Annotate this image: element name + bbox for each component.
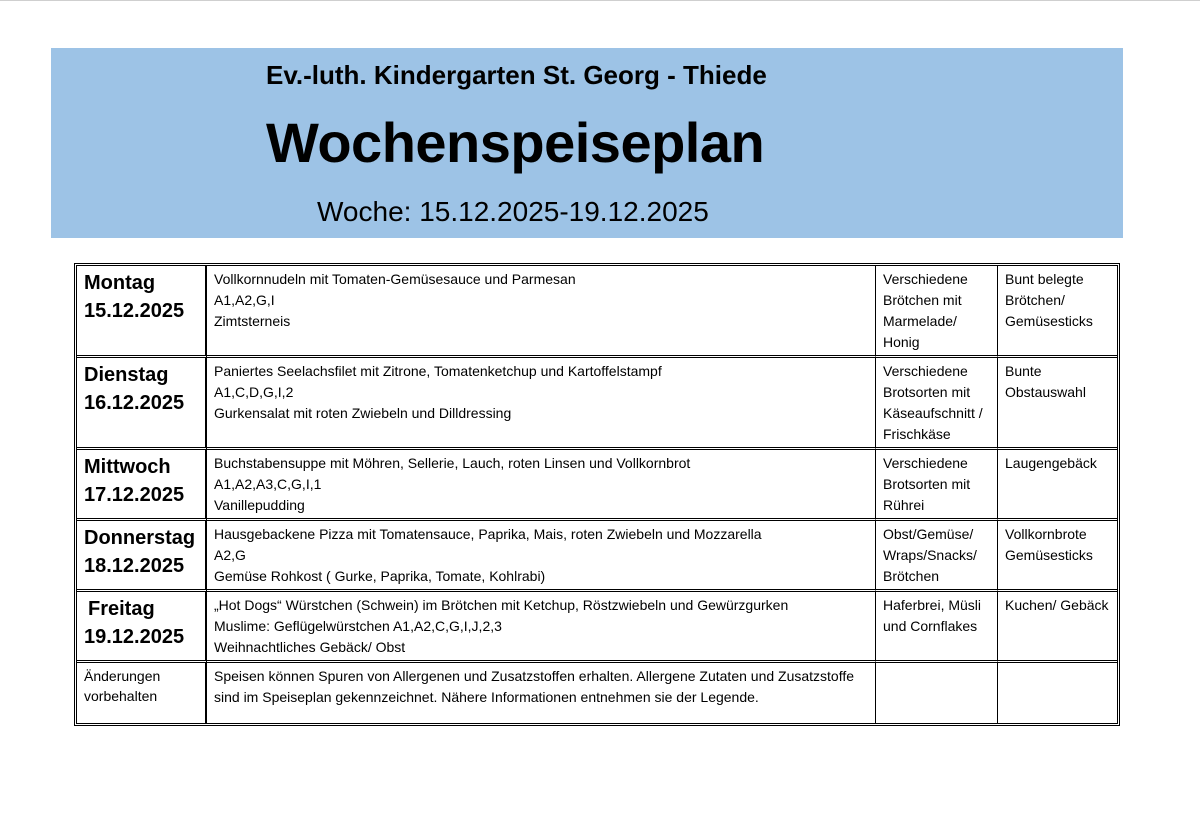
day-date: 15.12.2025 xyxy=(84,300,185,322)
meal-dessert: Vanillepudding xyxy=(214,497,305,513)
snack-cell xyxy=(998,450,1117,521)
snack-text: Kuchen/ Gebäck xyxy=(1005,597,1109,613)
header-banner xyxy=(51,48,1123,238)
breakfast-cell xyxy=(876,521,998,592)
day-cell xyxy=(77,592,207,663)
snack-cell xyxy=(998,592,1117,663)
meal-allergens: A2,G xyxy=(214,547,246,563)
week-range: Woche: 15.12.2025-19.12.2025 xyxy=(317,196,709,227)
day-date: 18.12.2025 xyxy=(84,555,185,577)
meal-allergens: A1,A2,A3,C,G,I,1 xyxy=(214,476,322,492)
lunch-cell xyxy=(207,521,876,592)
footer-note-cell xyxy=(207,663,876,723)
breakfast-text: Haferbrei, Müsli und Cornflakes xyxy=(883,597,982,634)
day-cell xyxy=(77,450,207,521)
lunch-cell xyxy=(207,266,876,358)
table-row xyxy=(77,521,1117,592)
breakfast-cell xyxy=(876,266,998,358)
snack-text: Vollkornbrote Gemüsesticks xyxy=(1005,526,1093,563)
meal-main: Hausgebackene Pizza mit Tomatensauce, Paprika, Mais, roten Zwiebeln und Mozzarella xyxy=(214,526,762,542)
meal-dessert: Zimtsterneis xyxy=(214,313,291,329)
day-name: Mittwoch xyxy=(84,456,171,478)
snack-text: Bunt belegte Brötchen/ Gemüsesticks xyxy=(1005,271,1093,329)
changes-reserved-label: Änderungen vorbehalten xyxy=(84,668,161,704)
breakfast-text: Obst/Gemüse/ Wraps/Snacks/ Brötchen xyxy=(883,526,977,584)
day-date: 16.12.2025 xyxy=(84,392,185,414)
breakfast-text: Verschiedene Brötchen mit Marmelade/ Honig xyxy=(883,271,968,350)
table-row xyxy=(77,592,1117,663)
snack-text: Bunte Obstauswahl xyxy=(1005,363,1086,400)
menu-table xyxy=(74,263,1120,726)
meal-main: Vollkornnudeln mit Tomaten-Gemüsesauce und Parmesan xyxy=(214,271,576,287)
meal-allergens: A1,A2,G,I xyxy=(214,292,275,308)
snack-cell xyxy=(998,358,1117,450)
breakfast-text: Verschiedene Brotsorten mit Rührei xyxy=(883,455,971,513)
lunch-cell xyxy=(207,450,876,521)
empty-cell xyxy=(876,663,998,723)
day-name: Montag xyxy=(84,272,156,294)
table-row xyxy=(77,266,1117,358)
lunch-cell xyxy=(207,592,876,663)
empty-cell xyxy=(998,663,1117,723)
day-cell xyxy=(77,358,207,450)
meal-main: „Hot Dogs“ Würstchen (Schwein) im Brötchen mit Ketchup, Röstzwiebeln und Gewürzgurken xyxy=(214,597,789,613)
meal-side: Gurkensalat mit roten Zwiebeln und Dilldressing xyxy=(214,405,512,421)
day-name: Donnerstag xyxy=(84,527,196,549)
lunch-cell xyxy=(207,358,876,450)
page-title: Wochenspeiseplan xyxy=(266,111,765,174)
allergen-note: Speisen können Spuren von Allergenen und Zusatzstoffen erhalten. Allergene Zutaten und Zusatzstoffe sind im Speiseplan gekennzeichnet. Nähere Informationen entnehmen sie der Legende. xyxy=(214,668,855,705)
breakfast-text: Verschiedene Brotsorten mit Käseaufschnitt / Frischkäse xyxy=(883,363,983,442)
meal-allergens: Muslime: Geflügelwürstchen A1,A2,C,G,I,J,2,3 xyxy=(214,618,502,634)
day-name: Freitag xyxy=(88,598,155,620)
day-cell xyxy=(77,266,207,358)
breakfast-cell xyxy=(876,358,998,450)
meal-dessert: Weihnachtliches Gebäck/ Obst xyxy=(214,639,406,655)
meal-side: Gemüse Rohkost ( Gurke, Paprika, Tomate, Kohlrabi) xyxy=(214,568,546,584)
table-row xyxy=(77,663,1117,723)
snack-text: Laugengebäck xyxy=(1005,455,1097,471)
day-date: 17.12.2025 xyxy=(84,484,185,506)
meal-allergens: A1,C,D,G,I,2 xyxy=(214,384,294,400)
breakfast-cell xyxy=(876,450,998,521)
table-row xyxy=(77,450,1117,521)
snack-cell xyxy=(998,266,1117,358)
day-name: Dienstag xyxy=(84,364,169,386)
snack-cell xyxy=(998,521,1117,592)
organization-name: Ev.-luth. Kindergarten St. Georg - Thiede xyxy=(266,60,767,90)
meal-main: Paniertes Seelachsfilet mit Zitrone, Tomatenketchup und Kartoffelstampf xyxy=(214,363,662,379)
day-date: 19.12.2025 xyxy=(84,626,185,648)
meal-main: Buchstabensuppe mit Möhren, Sellerie, Lauch, roten Linsen und Vollkornbrot xyxy=(214,455,691,471)
page-top-border xyxy=(0,0,1200,1)
footer-label-cell xyxy=(77,663,207,723)
breakfast-cell xyxy=(876,592,998,663)
table-row xyxy=(77,358,1117,450)
day-cell xyxy=(77,521,207,592)
